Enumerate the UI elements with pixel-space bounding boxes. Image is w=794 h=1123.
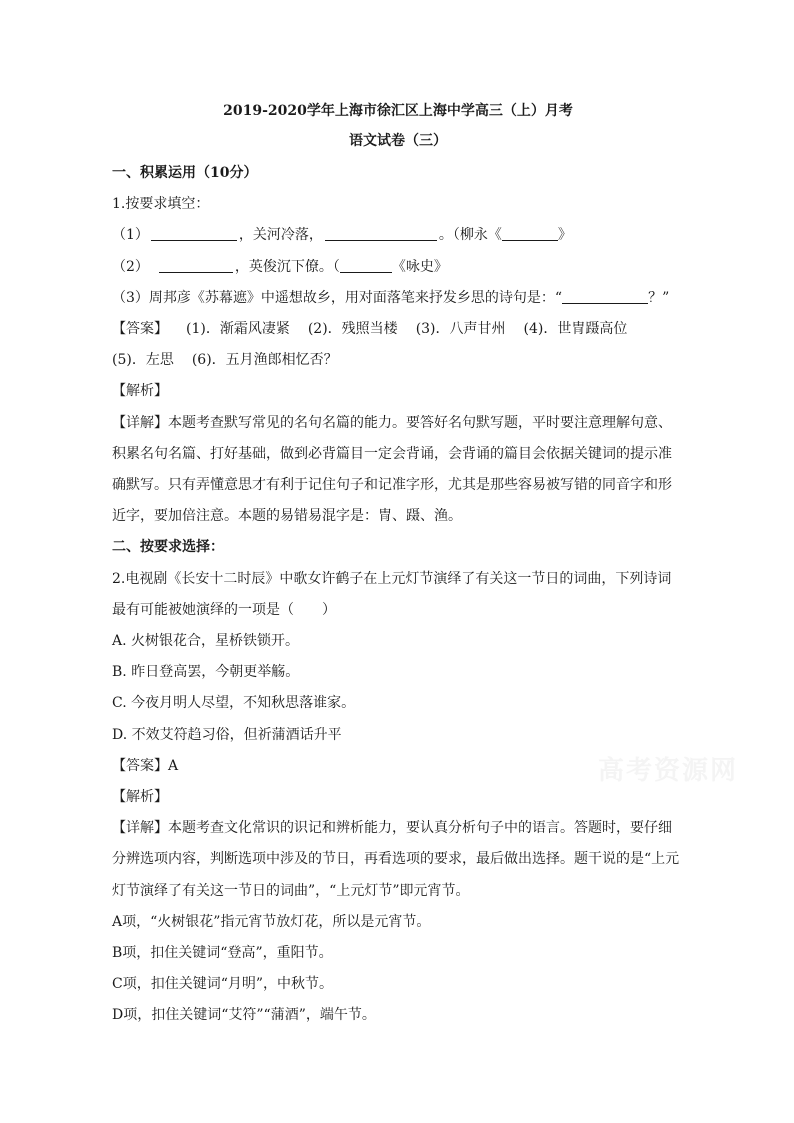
fill-blank-5[interactable]: [340, 258, 392, 273]
question-1-prompt: 1.按要求填空：: [112, 196, 210, 213]
question-2-prompt: 2.电视剧《长安十二时辰》中歌女许鹤子在上元灯节演绎了有关这一节日的词曲，下列诗词最有可能被她演绎的一项是（ ）: [112, 570, 672, 618]
question-2-explanation-c: C项，扣住关键词“月明”，中秋节。: [112, 976, 334, 993]
question-1-line-3: （3）周邦彦《苏幕遮》中遥想故乡，用对面落笔来抒发乡思的诗句是：“ ？”: [112, 289, 670, 306]
question-2-detail: 【详解】本题考查文化常识的识记和辨析能力，要认真分析句子中的语言。答题时，要仔细分辨选项内容，判断选项中涉及的节日，再看选项的要求，最后做出选择。题干说的是“上元灯节演绎了有关这一节日的词曲”，“上元灯节”即元宵节。: [112, 820, 680, 899]
fill-blank-6[interactable]: [562, 289, 648, 304]
question-2-option-a: A. 火树银花合，星桥铁锁开。: [112, 633, 300, 650]
fill-blank-1[interactable]: [151, 226, 237, 241]
question-2-option-b: B. 昨日登高罢，今朝更举觞。: [112, 664, 300, 681]
watermark: 高考资源网: [598, 756, 739, 786]
question-1-answer: 【答案】 (1)．渐霜风凄紧 (2)．残照当楼 (3)．八声甘州 (4)．世冑蹑高位: [112, 321, 628, 338]
question-1-analysis-label: 【解析】: [112, 383, 168, 400]
document-title: 2019-2020学年上海市徐汇区上海中学高三（上）月考: [223, 103, 573, 119]
document-subtitle: 语文试卷（三）: [349, 133, 447, 149]
question-1-answer-cont: (5)．左思 (6)．五月渔郎相忆否？: [112, 352, 338, 369]
question-2-explanation-a: A项，“火树银花”指元宵节放灯花，所以是元宵节。: [112, 913, 431, 930]
question-2-analysis-label: 【解析】: [112, 789, 168, 806]
question-2-option-c: C. 今夜月明人尽望，不知秋思落谁家。: [112, 695, 356, 712]
question-2-explanation-b: B项，扣住关键词“登高”，重阳节。: [112, 945, 333, 962]
question-2-answer: 【答案】A: [112, 757, 179, 774]
question-1-detail: 【详解】本题考查默写常见的名句名篇的能力。要答好名句默写题，平时要注意理解句意、积累名句名篇、打好基础，做到必背篇目一定会背诵，会背诵的篇目会依据关键词的提示准确默写。只有弄懂意思才有利于记住句子和记准字形，尤其是那些容易被写错的同音字和形近字，要加倍注意。本题的易错易混字是：冑、蹑、渔。: [112, 414, 672, 525]
section-1-heading: 一、积累运用（10分）: [112, 165, 258, 181]
document-page: [112, 100, 684, 1032]
fill-blank-3[interactable]: [502, 226, 558, 241]
question-2-option-d: D. 不效艾符趋习俗，但祈蒲酒话升平: [112, 726, 342, 743]
fill-blank-2[interactable]: [325, 226, 437, 241]
fill-blank-4[interactable]: [159, 258, 233, 273]
question-1-line-1: （1） ，关河冷落， 。（柳永《 》: [112, 227, 572, 244]
question-2-explanation-d: D项，扣住关键词“艾符”“蒲酒”，端午节。: [112, 1007, 376, 1024]
section-2-heading: 二、按要求选择：: [112, 539, 224, 556]
question-1-line-2: （2） ，英俊沉下僚。（ 《咏史》: [112, 258, 448, 275]
